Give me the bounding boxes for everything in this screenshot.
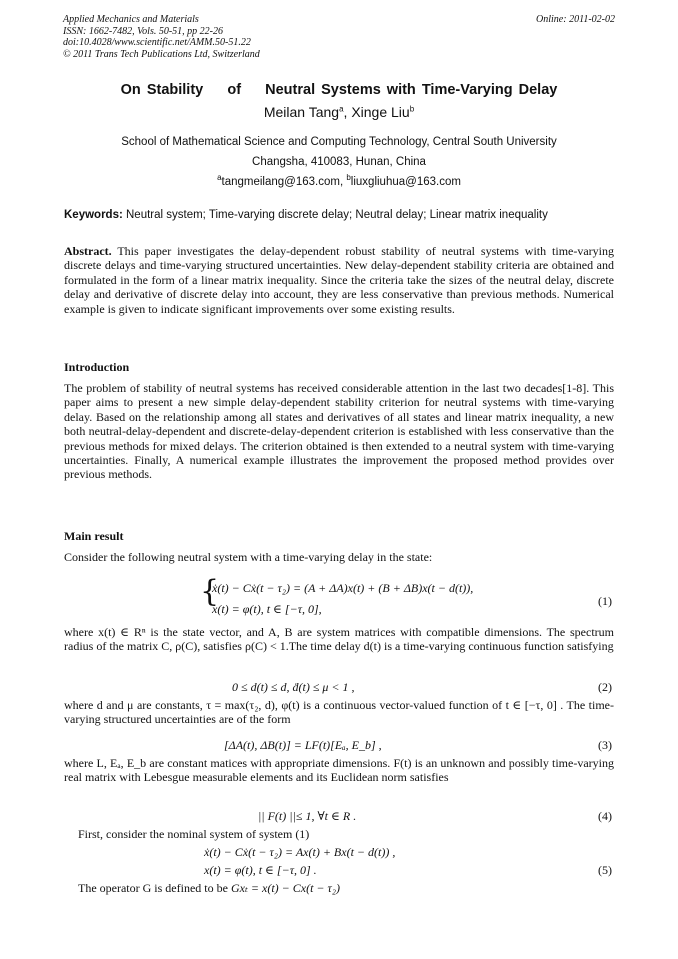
main-result-intro: Consider the following neutral system with a time-varying delay in the state: — [64, 550, 433, 564]
section-heading-main-result: Main result — [64, 529, 124, 543]
online-date: Online: 2011-02-02 — [536, 14, 615, 25]
left-brace: { — [200, 574, 220, 609]
email-link[interactable]: liuxgliuhua@163.com — [350, 175, 461, 188]
issn-line: ISSN: 1662-7482, Vols. 50-51, pp 22-26 — [63, 25, 223, 37]
author-separator: , — [343, 104, 352, 120]
operator-equation: Gxₜ = x(t) − Cx(t − τ₂) — [230, 881, 340, 895]
equation-2: 0 ≤ d(t) ≤ d, ḋ(t) ≤ μ < 1 , — [232, 680, 355, 694]
affiliation — [0, 132, 678, 172]
copyright-line: © 2011 Trans Tech Publications Ltd, Switzerland — [63, 48, 260, 60]
equation-line: x(t) = φ(t), t ∈ [−τ, 0] . — [204, 863, 317, 877]
equation-line: ẋ(t) − Cẋ(t − τ₂) = (A + ΔA)x(t) + (B + ΔB)x(t − d(t)), — [212, 581, 474, 595]
affiliation-mark: b — [409, 104, 415, 114]
author-list — [0, 104, 678, 120]
paper-title: On Stability of Neutral Systems with Time-Varying Delay — [120, 82, 558, 98]
email-line — [0, 173, 678, 188]
paragraph-uncertainty: where L, Eₐ, E_b are constant matices with appropriate dimensions. F(t) is an unknown and possibly time-varying real matrix with Lebesgue measurable elements and its Euclidean norm satisfies — [64, 756, 614, 785]
email-link[interactable]: tangmeilang@163.com, — [221, 175, 347, 188]
doi-line: doi:10.4028/www.scientific.net/AMM.50-51.22 — [63, 37, 251, 48]
abstract — [64, 244, 614, 316]
introduction-text: The problem of stability of neutral systems has received considerable attention in the last two decades[1-8]. This paper aims to present a new simple delay-dependent stability criterion for neutral systems with time-varying delay. Based on the relationship among all states and derivatives of all states and linear matrix inequality, a new both neutral-delay-dependent and discrete-delay-dependent criterion is established with less conservative than the previous methods for mixed delays. The criterion obtained is then extended to a neutral system with time-varying uncertainties. Finally, A numerical example illustrates the improvement the proposed method provides over previous methods. — [64, 381, 614, 482]
paragraph-nominal-system: First, consider the nominal system of system (1) — [78, 827, 310, 841]
equation-4: || F(t) ||≤ 1, ∀t ∈ R . — [258, 809, 357, 823]
equation-number: (3) — [598, 738, 612, 752]
abstract-label: Abstract. — [64, 244, 112, 258]
paragraph-system-description: where x(t) ∈ Rⁿ is the state vector, and A, B are system matrices with compatible dimensions. The spectrum radius of the matrix C, ρ(C), satisfies ρ(C) < 1.The time delay d(t) is a time-varying continuous function satisfying — [64, 625, 614, 654]
equation-number: (4) — [598, 809, 612, 823]
journal-header — [63, 14, 615, 60]
keywords-label: Keywords: — [64, 209, 123, 221]
equation-number: (5) — [598, 863, 612, 877]
affiliation-mark: a — [339, 104, 344, 114]
equation-line: x(t) = φ(t), t ∈ [−τ, 0], — [212, 602, 322, 616]
equation-number: (1) — [598, 594, 612, 608]
equation-line: ẋ(t) − Cẋ(t − τ₂) = Ax(t) + Bx(t − d(t)) , — [204, 845, 396, 859]
equation-3: [ΔA(t), ΔB(t)] = LF(t)[Eₐ, E_b] , — [224, 738, 382, 752]
email-mark: b — [346, 173, 351, 182]
keywords-text: Neutral system; Time-varying discrete delay; Neutral delay; Linear matrix inequality — [122, 209, 548, 221]
author-name: Xinge Liu — [351, 104, 410, 120]
equation-number: (2) — [598, 680, 612, 694]
affiliation-line: Changsha, 410083, Hunan, China — [252, 156, 426, 168]
abstract-text: This paper investigates the delay-dependent robust stability of neutral systems with time-varying discrete delays and time-varying structured uncertainties. New delay-dependent stability criteria are obtained and formulated in the form of a linear matrix inequality. Since the criteria take the sizes of the neutral delay, discrete delay and derivative of discrete delay into account, they are less conservative than previous methods. Numerical example is given to indicate significant improvements over some existing results. — [64, 244, 614, 316]
paragraph-delay-constants: where d and μ are constants, τ = max(τ₂, d), φ(t) is a continuous vector-valued function of t ∈ [−τ, 0] . The time-varying structured uncertainties are of the form — [64, 698, 614, 727]
journal-name: Applied Mechanics and Materials — [63, 14, 199, 25]
operator-text: The operator G is defined to be — [78, 881, 228, 895]
email-mark: a — [217, 173, 222, 182]
paragraph-operator-definition — [78, 881, 628, 895]
keywords — [64, 209, 616, 221]
affiliation-line: School of Mathematical Science and Computing Technology, Central South University — [121, 136, 557, 148]
author-name: Meilan Tang — [263, 104, 340, 120]
section-heading-introduction: Introduction — [64, 360, 130, 374]
